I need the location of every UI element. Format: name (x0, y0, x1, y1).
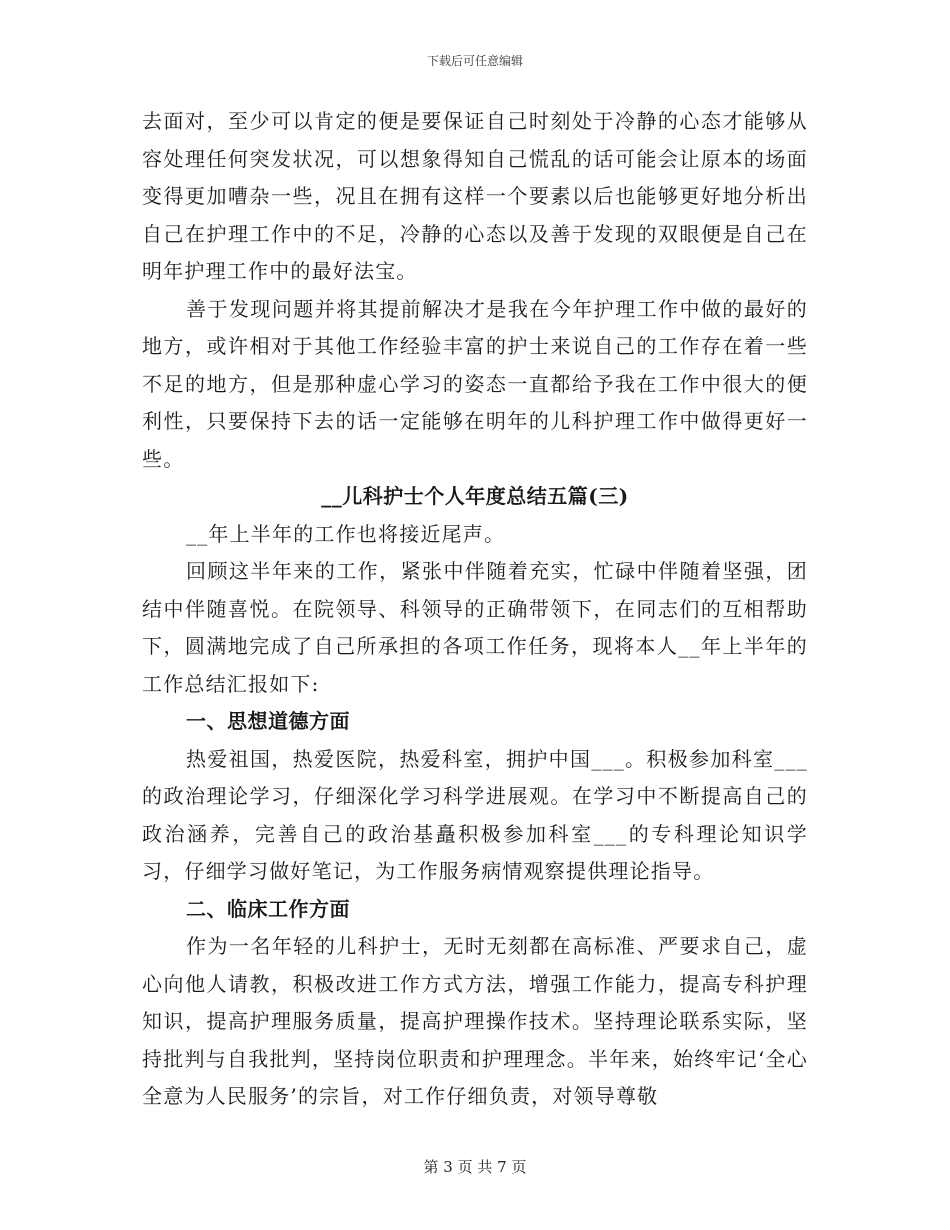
paragraph-ideology: 热爱祖国，热爱医院，热爱科室，拥护中国___。积极参加科室___的政治理论学习，仔细深化学习科学进展观。在学习中不断提高自己的政治涵养，完善自己的政治基矗积极参加科室___的专科理论知识学习，仔细学习做好笔记，为工作服务病情观察提供理论指导。 (142, 746, 808, 883)
paragraph-review: 回顾这半年来的工作，紧张中伴随着充实，忙碌中伴随着坚强，团结中伴随喜悦。在院领导、科领导的正确带领下，在同志们的互相帮助下，圆满地完成了自己所承担的各项工作任务，现将本人__年上半年的工作总结汇报如下: (142, 559, 808, 696)
heading-clinical: 二、临床工作方面 (186, 896, 350, 921)
document-body (142, 103, 808, 1116)
paragraph-problem-solving: 善于发现问题并将其提前解决才是我在今年护理工作中做的最好的地方，或许相对于其他工作经验丰富的护士来说自己的工作存在着一些不足的地方，但是那种虚心学习的姿态一直都给予我在工作中很大的便利性，只要保持下去的话一定能够在明年的儿科护理工作中做得更好一些。 (142, 296, 808, 471)
page-footer: 第 3 页 共 7 页 (423, 1158, 527, 1176)
paragraph-intro: __年上半年的工作也将接近尾声。 (186, 521, 506, 546)
paragraph-continuation: 去面对，至少可以肯定的便是要保证自己时刻处于冷静的心态才能够从容处理任何突发状况，可以想象得知自己慌乱的话可能会让原本的场面变得更加嘈杂一些，况且在拥有这样一个要素以后也能够更好地分析出自己在护理工作中的不足，冷静的心态以及善于发现的双眼便是自己在明年护理工作中的最好法宝。 (142, 109, 808, 283)
heading-ideology: 一、思想道德方面 (186, 709, 350, 733)
section-title: __儿科护士个人年度总结五篇(三) (321, 484, 629, 508)
paragraph-clinical: 作为一名年轻的儿科护士，无时无刻都在高标准、严要求自己，虚心向他人请教，积极改进工作方式方法，增强工作能力，提高专科护理知识，提高护理服务质量，提高护理操作技术。坚持理论联系实际，坚持批判与自我批判，坚持岗位职责和护理理念。半年来，始终牢记‘全心全意为人民服务’的宗旨，对工作仔细负责，对领导尊敬 (142, 934, 808, 1108)
page-header: 下载后可任意编辑 (426, 54, 523, 68)
